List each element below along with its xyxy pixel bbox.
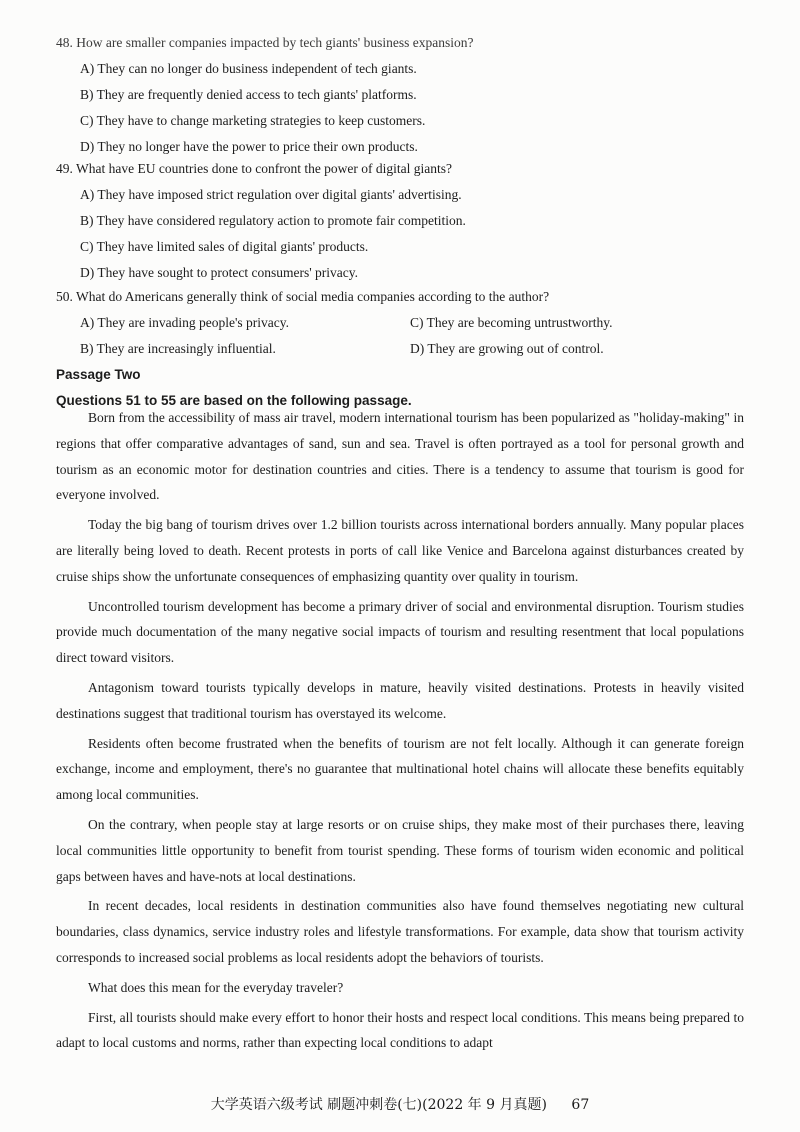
paragraph-1: Born from the accessibility of mass air travel, modern international tourism has been popularized as "holiday-making" in regions that offer comparative advantages of sand, sun and sea. Travel is often portrayed as a tool for personal growth and tourism as an economic motor for destination countries and cities. There is a tendency to assume that tourism is good for everyone involved.	[56, 410, 744, 503]
question-text: How are smaller companies impacted by tech giants' business expansion?	[76, 35, 474, 50]
option-b[interactable]: B) They are increasingly influential.	[80, 341, 276, 356]
question-number: 48.	[56, 35, 73, 50]
question-number: 50.	[56, 289, 73, 304]
option-a[interactable]: A) They are invading people's privacy.	[80, 315, 290, 330]
paragraph-2: Today the big bang of tourism drives over 1.2 billion tourists across international borders annually. Many popular places are literally being loved to death. Recent protests in ports of call like Venice and Barcelona against disturbances created by cruise ships show the unfortunate consequences of emphasizing quantity over quality in tourism.	[56, 517, 744, 584]
page-footer	[0, 1094, 800, 1114]
question-text: What do Americans generally think of social media companies according to the author?	[76, 289, 550, 304]
passage-title: Passage Two	[56, 367, 141, 382]
footer-title: 大学英语六级考试 刷题冲刺卷(七)(2022 年 9 月真题)	[210, 1097, 547, 1113]
question-49	[56, 156, 746, 286]
paragraph-7: In recent decades, local residents in destination communities also have found themselves negotiating new cultural boundaries, class dynamics, service industry roles and lifestyle transformations. For example, data show that tourism activity corresponds to increased social problems as local residents adopt the behaviors of tourists.	[56, 898, 744, 965]
paragraph-5: Residents often become frustrated when the benefits of tourism are not felt locally. Although it can generate foreign exchange, income and employment, there's no guarantee that multinational hotel chains will allocate these benefits equitably among local communities.	[56, 735, 744, 803]
question-50	[56, 284, 746, 414]
question-48	[56, 30, 746, 160]
page-number: 67	[571, 1097, 590, 1113]
question-stem	[56, 156, 746, 182]
option-d[interactable]: D) They no longer have the power to price their own products.	[80, 139, 418, 154]
option-c[interactable]: C) They have to change marketing strategies to keep customers.	[80, 113, 426, 128]
option-c[interactable]: C) They have limited sales of digital giants' products.	[80, 239, 369, 254]
option-a[interactable]: A) They have imposed strict regulation over digital giants' advertising.	[80, 187, 462, 202]
paragraph-9: First, all tourists should make every effort to honor their hosts and respect local conditions. This means being prepared to adapt to local customs and norms, rather than expecting local conditions to adapt	[56, 1009, 744, 1051]
paragraph-8: What does this mean for the everyday traveler?	[88, 979, 344, 995]
question-stem	[56, 30, 746, 56]
option-b[interactable]: B) They are frequently denied access to tech giants' platforms.	[80, 87, 417, 102]
passage-body	[56, 405, 744, 1060]
option-row	[56, 310, 746, 336]
option-row	[56, 336, 746, 362]
question-number: 49.	[56, 161, 73, 176]
option-c[interactable]: C) They are becoming untrustworthy.	[410, 315, 613, 330]
option-a[interactable]: A) They can no longer do business independent of tech giants.	[80, 61, 417, 76]
option-b[interactable]: B) They have considered regulatory action to promote fair competition.	[80, 213, 466, 228]
option-d[interactable]: D) They are growing out of control.	[410, 341, 604, 356]
paragraph-4: Antagonism toward tourists typically develops in mature, heavily visited destinations. Protests in heavily visited destinations suggest that traditional tourism has overstayed its welcome.	[56, 679, 744, 721]
passage-instruction: Questions 51 to 55 are based on the following passage.	[56, 393, 412, 408]
option-d[interactable]: D) They have sought to protect consumers' privacy.	[80, 265, 358, 280]
paragraph-3: Uncontrolled tourism development has become a primary driver of social and environmental disruption. Tourism studies provide much documentation of the many negative social impacts of tourism and resulting resentment that local populations direct toward visitors.	[56, 598, 744, 666]
question-text: What have EU countries done to confront the power of digital giants?	[76, 161, 453, 176]
question-stem	[56, 284, 746, 310]
paragraph-6: On the contrary, when people stay at large resorts or on cruise ships, they make most of their purchases there, leaving local communities little opportunity to benefit from tourist spending. These forms of tourism widen economic and political gaps between haves and have-nots at local destinations.	[56, 816, 744, 884]
